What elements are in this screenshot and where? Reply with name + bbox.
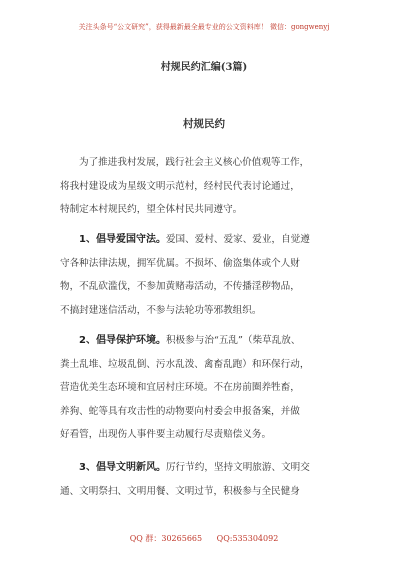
article-first-line <box>60 456 352 480</box>
intro-line: 特制定本村规民约，望全体村民共同遵守。 <box>60 204 243 216</box>
article-line: 通、文明祭扫、文明用餐、文明过节，积极参与全民健身 <box>60 485 300 497</box>
footer-qq-number: QQ:535304092 <box>216 534 279 543</box>
article-line: 不搞封建迷信活动，不参与法轮功等邪教组织。 <box>60 304 262 316</box>
header-notice: 关注头条号“公文研究”，获得最新最全最专业的公文资料库！ 微信：gongwenyj <box>78 23 330 31</box>
intro-line: 将我村建设成为星级文明示范村，经村民代表讨论通过， <box>60 180 300 192</box>
article-lead: 2、倡导保护环境。 <box>79 335 166 346</box>
article-text: 积极参与治“五乱”（柴草乱放、 <box>165 335 301 346</box>
article-first-line <box>60 228 352 252</box>
article-line: 守各种法律法规，拥军优属。不损坏、偷盗集体或个人财 <box>60 257 300 269</box>
article-lead: 1、倡导爱国守法。 <box>79 234 166 245</box>
article-line: 营造优美生态环境和宜居村庄环境。不在房前圈养牲畜， <box>60 382 300 394</box>
footer-qq-group: QQ 群：30265665 <box>129 534 203 543</box>
article-3 <box>60 456 352 503</box>
article-first-line <box>60 329 352 353</box>
article-line: 物，不乱砍滥伐，不参加黄赌毒活动，不传播淫秽物品， <box>60 281 300 293</box>
intro-line: 为了推进我村发展，践行社会主义核心价值观等工作， <box>79 157 310 168</box>
intro-paragraph <box>60 151 352 222</box>
document-title: 村规民约汇编(3篇) <box>160 62 248 73</box>
article-text: 爱国、爱村、爱家、爱业，自觉遵 <box>165 234 310 245</box>
article-text: 厉行节约，坚持文明旅游、文明交 <box>165 462 310 473</box>
section-title: 村规民约 <box>183 118 225 130</box>
article-lead: 3、倡导文明新风。 <box>79 462 166 473</box>
article-2 <box>60 329 352 447</box>
footer-contact <box>0 533 408 544</box>
article-line: 好看管，出现伤人事件要主动履行尽责赔偿义务。 <box>60 429 272 441</box>
article-1 <box>60 228 352 322</box>
article-line: 粪土乱堆、垃圾乱倒、污水乱泼、禽畜乱跑）和环保行动， <box>60 358 310 370</box>
article-line: 养狗、蛇等具有攻击性的动物要向村委会申报备案，并做 <box>60 405 300 417</box>
